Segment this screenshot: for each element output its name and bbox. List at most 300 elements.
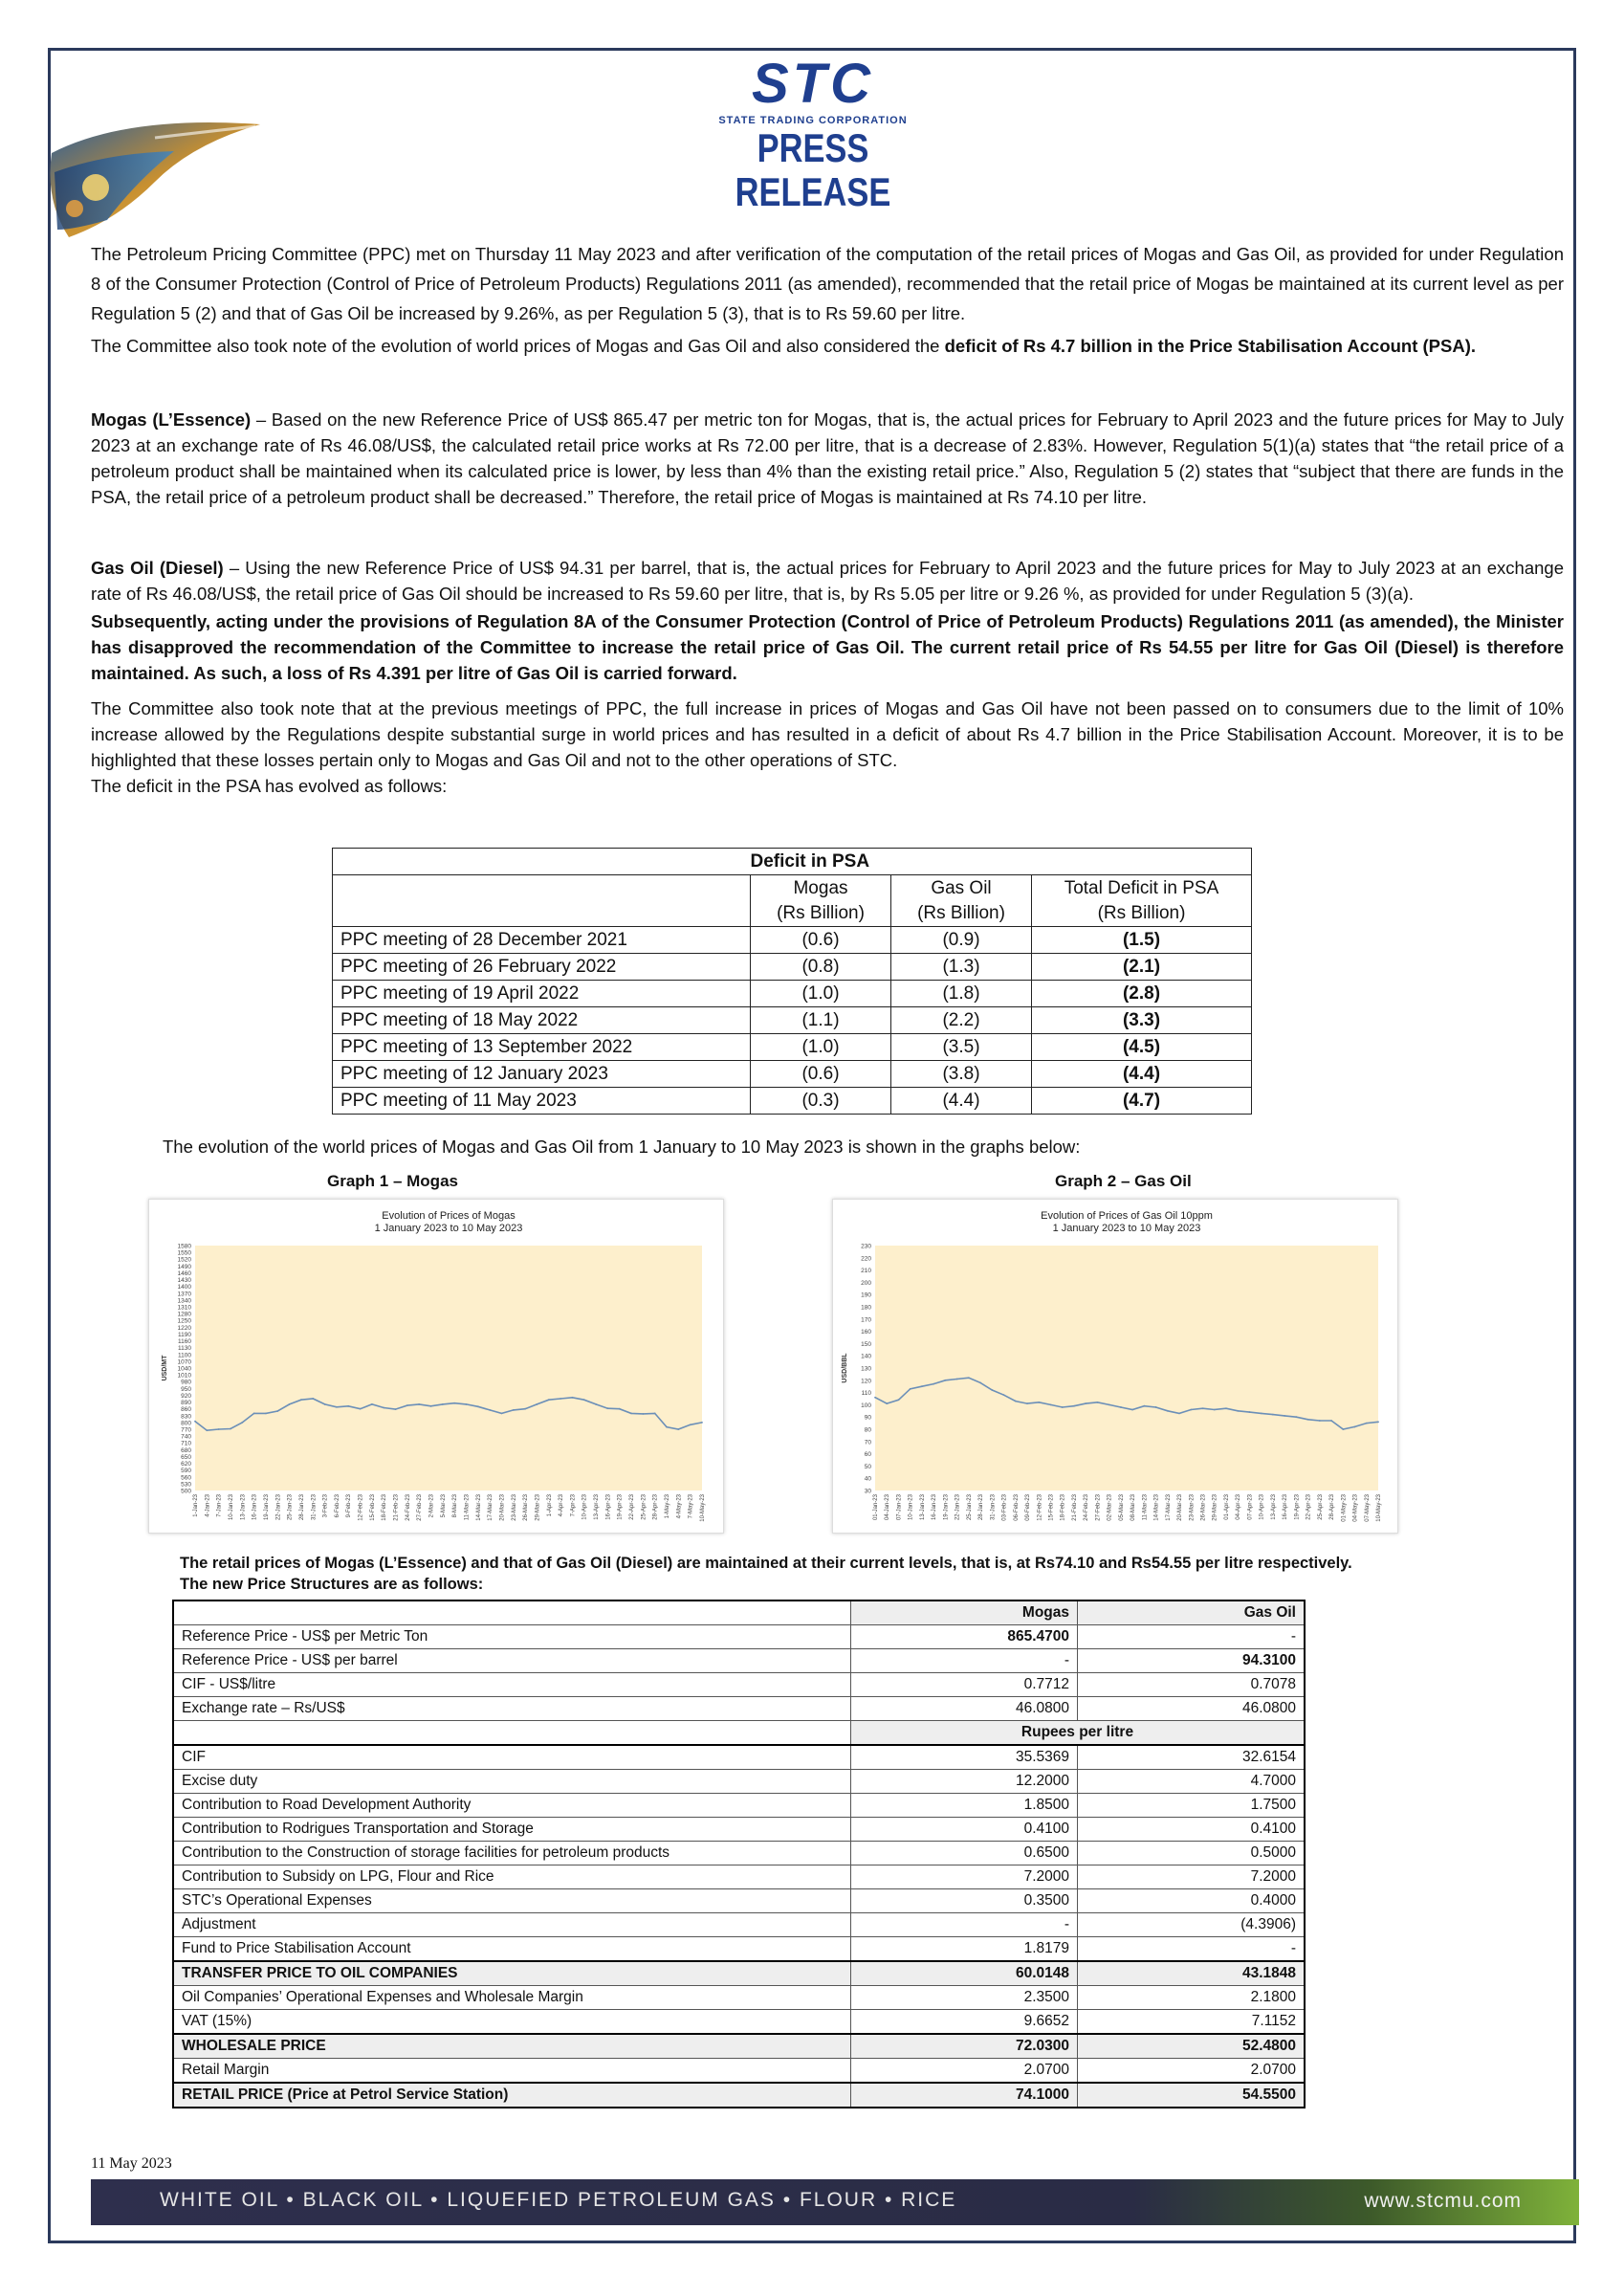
- price-header-mogas: Mogas: [851, 1601, 1078, 1625]
- x-tick-label: 08-Mar-23: [1130, 1494, 1137, 1521]
- x-tick-label: 16-Jan-23: [252, 1494, 258, 1521]
- y-tick-label: 210: [861, 1268, 871, 1275]
- psa-total-cell: (2.8): [1032, 981, 1252, 1007]
- data-point: [218, 1428, 220, 1430]
- psa-table-row: [333, 1088, 1252, 1115]
- y-tick-label: 590: [181, 1468, 191, 1475]
- psa-table-row: [333, 954, 1252, 981]
- x-tick-label: 21-Feb-23: [393, 1494, 400, 1521]
- y-tick-label: 160: [861, 1329, 871, 1336]
- data-point: [1097, 1402, 1099, 1403]
- x-tick-label: 04-Apr-23: [1236, 1494, 1242, 1520]
- price-structure-table: [172, 1600, 1306, 2108]
- y-tick-label: 1190: [178, 1331, 191, 1338]
- graphs-intro: The evolution of the world prices of Mogas and Gas Oil from 1 January to 10 May 2023 is shown in the graphs below:: [163, 1137, 1081, 1157]
- x-tick-label: 22-Jan-23: [955, 1494, 961, 1521]
- data-point: [956, 1379, 958, 1380]
- data-point: [430, 1405, 432, 1407]
- data-point: [898, 1399, 900, 1401]
- brand-header: [669, 55, 956, 214]
- graph2-label: Graph 2 – Gas Oil: [1055, 1172, 1192, 1190]
- psa-header-total-name: Total Deficit in PSA: [1064, 877, 1219, 898]
- data-point: [513, 1409, 515, 1411]
- data-point: [453, 1402, 455, 1404]
- price-header-blank: [173, 1601, 851, 1625]
- mogas-paragraph: [91, 407, 1564, 510]
- price-row: [173, 1961, 1305, 1986]
- data-point: [1366, 1423, 1368, 1424]
- data-point: [1073, 1405, 1075, 1407]
- minister-paragraph: Subsequently, acting under the provisions of Regulation 8A of the Consumer Protection (Control of Price of Petroleum Products) Regulations 2011 (as amended), the Minister has disapproved the recommendation of the Committee to increase the retail price of Gas Oil. The current retail price of Rs 54.55 per litre for Gas Oil (Diesel) is therefore maintained. As such, a loss of Rs 4.391 per litre of Gas Oil is carried forward.: [91, 611, 1564, 683]
- price-header-gasoil: Gas Oil: [1078, 1601, 1306, 1625]
- price-label-cell: Excise duty: [173, 1770, 851, 1794]
- x-tick-label: 10-May-23: [1376, 1494, 1382, 1522]
- x-tick-label: 10-Apr-23: [582, 1494, 588, 1520]
- data-point: [1307, 1419, 1309, 1421]
- chart-subtitle: 1 January 2023 to 10 May 2023: [1052, 1223, 1201, 1234]
- x-tick-label: 22-Apr-23: [1306, 1494, 1312, 1520]
- data-point: [265, 1413, 267, 1415]
- price-label-cell: Adjustment: [173, 1913, 851, 1937]
- x-tick-label: 5-Mar-23: [440, 1494, 447, 1518]
- x-tick-label: 16-Jan-23: [932, 1494, 938, 1521]
- press-release-title: PRESS RELEASE: [735, 125, 891, 214]
- data-point: [560, 1398, 561, 1400]
- x-tick-label: 25-Apr-23: [641, 1494, 647, 1520]
- x-tick-label: 18-Feb-23: [382, 1494, 388, 1521]
- committee-paragraph: The Committee also took note that at the previous meetings of PPC, the full increase in prices of Mogas and Gas Oil have not been passed on to consumers due to the limit of 10% increase allowed by the Regulations despite substantial surge in world prices and has resulted in a deficit of about Rs 4.7 billion in the Price Stabilisation Account. Moreover, it is to be highlighted that these losses pertain only to Mogas and Gas Oil and not to the other operations of STC.: [91, 698, 1564, 770]
- price-mogas-cell: -: [851, 1913, 1078, 1937]
- y-tick-label: 800: [181, 1420, 191, 1427]
- data-point: [583, 1399, 585, 1401]
- fuel-drop-logo-icon: [50, 115, 270, 239]
- price-label-cell: VAT (15%): [173, 2010, 851, 2035]
- price-mogas-cell: 12.2000: [851, 1770, 1078, 1794]
- y-tick-label: 980: [181, 1379, 191, 1386]
- price-gasoil-cell: 94.3100: [1078, 1649, 1306, 1673]
- data-point: [979, 1381, 981, 1383]
- x-tick-label: 31-Jan-23: [990, 1494, 997, 1521]
- data-point: [1272, 1414, 1274, 1416]
- data-point: [1237, 1410, 1239, 1412]
- price-gasoil-cell: 43.1848: [1078, 1961, 1306, 1986]
- x-tick-label: 05-Mar-23: [1118, 1494, 1125, 1521]
- price-row: [173, 1625, 1305, 1649]
- x-tick-label: 12-Feb-23: [1037, 1494, 1043, 1521]
- y-tick-label: 220: [861, 1255, 871, 1263]
- price-row: [173, 2010, 1305, 2035]
- data-point: [630, 1413, 632, 1415]
- price-label-cell: Contribution to Rodrigues Transportation and Storage: [173, 1818, 851, 1842]
- psa-total-cell: (3.3): [1032, 1007, 1252, 1034]
- price-gasoil-cell: 2.1800: [1078, 1986, 1306, 2010]
- x-tick-label: 24-Feb-23: [1084, 1494, 1090, 1521]
- footer-banner: [91, 2179, 1579, 2225]
- price-label-cell: CIF: [173, 1745, 851, 1770]
- x-tick-label: 7-Apr-23: [570, 1494, 577, 1517]
- y-tick-label: 120: [861, 1378, 871, 1385]
- y-tick-label: 620: [181, 1461, 191, 1468]
- price-mogas-cell: 74.1000: [851, 2083, 1078, 2108]
- y-tick-label: 150: [861, 1340, 871, 1348]
- price-label-cell: STC’s Operational Expenses: [173, 1889, 851, 1913]
- psa-meeting-cell: PPC meeting of 19 April 2022: [333, 981, 751, 1007]
- psa-mogas-cell: (0.6): [751, 927, 891, 954]
- price-structure-body: [173, 1601, 1305, 2108]
- data-point: [1038, 1402, 1040, 1403]
- psa-meeting-cell: PPC meeting of 28 December 2021: [333, 927, 751, 954]
- x-tick-label: 12-Feb-23: [358, 1494, 364, 1521]
- x-tick-label: 29-Mar-23: [1212, 1494, 1218, 1521]
- x-tick-label: 28-Apr-23: [1329, 1494, 1336, 1520]
- x-tick-label: 14-Mar-23: [475, 1494, 482, 1521]
- psa-gasoil-cell: (2.2): [891, 1007, 1032, 1034]
- price-row: [173, 1745, 1305, 1770]
- x-tick-label: 14-Mar-23: [1153, 1494, 1160, 1521]
- data-point: [395, 1408, 397, 1410]
- data-point: [1050, 1404, 1052, 1406]
- data-point: [1295, 1416, 1297, 1418]
- x-tick-label: 1-May-23: [665, 1494, 671, 1519]
- chart-title: Evolution of Prices of Mogas: [382, 1210, 516, 1222]
- psa-mogas-cell: (0.3): [751, 1088, 891, 1115]
- intro-section: [91, 239, 1564, 360]
- price-gasoil-cell: 54.5500: [1078, 2083, 1306, 2108]
- data-point: [1377, 1421, 1379, 1423]
- y-tick-label: 1010: [177, 1372, 191, 1380]
- price-label-cell: TRANSFER PRICE TO OIL COMPANIES: [173, 1961, 851, 1986]
- psa-table-row: [333, 1007, 1252, 1034]
- price-row: [173, 2034, 1305, 2059]
- y-tick-label: 1490: [177, 1263, 191, 1270]
- chart-title: Evolution of Prices of Gas Oil 10ppm: [1041, 1210, 1213, 1222]
- data-point: [1026, 1402, 1028, 1404]
- psa-gasoil-cell: (1.3): [891, 954, 1032, 981]
- psa-header-total: [1032, 875, 1252, 927]
- data-point: [1143, 1405, 1145, 1407]
- price-label-cell: Retail Margin: [173, 2059, 851, 2084]
- data-point: [253, 1413, 255, 1415]
- data-point: [276, 1410, 278, 1412]
- price-gasoil-cell: 4.7000: [1078, 1770, 1306, 1794]
- data-point: [1342, 1428, 1344, 1430]
- corporation-name: STATE TRADING CORPORATION: [718, 115, 908, 126]
- price-label-cell: Fund to Price Stabilisation Account: [173, 1937, 851, 1962]
- price-mogas-cell: 46.0800: [851, 1697, 1078, 1721]
- y-tick-label: 50: [864, 1463, 871, 1470]
- x-tick-label: 19-Jan-23: [943, 1494, 950, 1521]
- data-point: [1214, 1409, 1216, 1411]
- price-label-cell: Exchange rate – Rs/US$: [173, 1697, 851, 1721]
- x-tick-label: 2-Mar-23: [428, 1494, 435, 1518]
- data-point: [1261, 1412, 1262, 1414]
- x-tick-label: 13-Apr-23: [594, 1494, 601, 1520]
- price-row: [173, 1649, 1305, 1673]
- price-row: [173, 2059, 1305, 2084]
- psa-title-blank: [333, 849, 751, 875]
- x-tick-label: 06-Feb-23: [1013, 1494, 1020, 1521]
- x-tick-label: 17-Mar-23: [1165, 1494, 1172, 1521]
- x-tick-label: 10-Jan-23: [908, 1494, 914, 1521]
- price-structure-heading-2: The new Price Structures are as follows:: [180, 1576, 484, 1593]
- data-point: [968, 1377, 970, 1379]
- y-tick-label: 60: [864, 1451, 871, 1459]
- data-point: [524, 1408, 526, 1410]
- x-tick-label: 19-Jan-23: [263, 1494, 270, 1521]
- x-tick-label: 18-Feb-23: [1060, 1494, 1066, 1521]
- y-axis-label: USD/BBL: [842, 1353, 848, 1383]
- psa-gasoil-cell: (3.5): [891, 1034, 1032, 1061]
- y-tick-label: 1550: [177, 1249, 191, 1257]
- x-tick-label: 7-May-23: [688, 1494, 694, 1519]
- data-point: [1330, 1420, 1332, 1422]
- price-row: [173, 1818, 1305, 1842]
- data-point: [347, 1405, 349, 1407]
- data-point: [194, 1421, 196, 1423]
- y-tick-label: 200: [861, 1279, 871, 1287]
- price-label-cell: Contribution to Road Development Authority: [173, 1794, 851, 1818]
- x-tick-label: 6-Feb-23: [334, 1494, 340, 1518]
- price-row: [173, 1721, 1305, 1746]
- data-point: [1108, 1404, 1110, 1406]
- psa-header-blank: [333, 875, 751, 927]
- y-tick-label: 1040: [177, 1365, 191, 1373]
- price-mogas-cell: 0.3500: [851, 1889, 1078, 1913]
- price-mogas-cell: 0.4100: [851, 1818, 1078, 1842]
- intro-p2-text: The Committee also took note of the evolution of world prices of Mogas and Gas Oil and also considered the: [91, 336, 945, 356]
- price-gasoil-cell: 52.4800: [1078, 2034, 1306, 2059]
- data-point: [501, 1413, 503, 1415]
- gasoil-price-chart: [832, 1199, 1398, 1534]
- x-tick-label: 10-Apr-23: [1259, 1494, 1265, 1520]
- price-mogas-cell: 60.0148: [851, 1961, 1078, 1986]
- data-point: [289, 1403, 291, 1405]
- psa-table-row: [333, 1034, 1252, 1061]
- y-tick-label: 1220: [177, 1324, 191, 1332]
- data-point: [1131, 1409, 1133, 1411]
- footer-website: www.stcmu.com: [1364, 2190, 1522, 2212]
- data-point: [1225, 1407, 1227, 1409]
- x-tick-label: 15-Feb-23: [1048, 1494, 1055, 1521]
- price-label-cell: Reference Price - US$ per barrel: [173, 1649, 851, 1673]
- mogas-section: [91, 407, 1564, 510]
- data-point: [572, 1397, 574, 1399]
- y-tick-label: 830: [181, 1413, 191, 1421]
- price-mogas-cell: 0.7712: [851, 1673, 1078, 1697]
- data-point: [1155, 1406, 1157, 1408]
- gasoil-label: Gas Oil (Diesel): [91, 558, 224, 578]
- data-point: [230, 1428, 231, 1430]
- price-structure-heading: [180, 1553, 1352, 1595]
- x-tick-label: 4-Apr-23: [559, 1494, 565, 1517]
- y-tick-label: 740: [181, 1433, 191, 1441]
- psa-header-total-unit: (Rs Billion): [1097, 902, 1186, 923]
- psa-meeting-cell: PPC meeting of 26 February 2022: [333, 954, 751, 981]
- x-tick-label: 31-Jan-23: [311, 1494, 318, 1521]
- price-label-cell: CIF - US$/litre: [173, 1673, 851, 1697]
- y-tick-label: 1310: [177, 1304, 191, 1312]
- y-tick-label: 100: [861, 1402, 871, 1409]
- price-row: [173, 2083, 1305, 2108]
- data-point: [537, 1403, 538, 1405]
- y-tick-label: 1370: [177, 1291, 191, 1298]
- psa-meeting-cell: PPC meeting of 12 January 2023: [333, 1061, 751, 1088]
- price-mogas-cell: 7.2000: [851, 1866, 1078, 1889]
- y-tick-label: 40: [864, 1475, 871, 1483]
- y-tick-label: 1520: [177, 1256, 191, 1264]
- y-tick-label: 1580: [177, 1243, 191, 1250]
- y-tick-label: 1280: [177, 1311, 191, 1318]
- y-tick-label: 1340: [177, 1297, 191, 1305]
- x-tick-label: 02-Mar-23: [1107, 1494, 1113, 1521]
- price-label-cell: Contribution to Subsidy on LPG, Flour and Rice: [173, 1866, 851, 1889]
- price-row: [173, 1697, 1305, 1721]
- y-tick-label: 1100: [178, 1352, 191, 1359]
- price-gasoil-cell: 0.4100: [1078, 1818, 1306, 1842]
- data-point: [886, 1402, 888, 1404]
- x-tick-label: 28-Jan-23: [298, 1494, 305, 1521]
- data-point: [944, 1380, 946, 1381]
- y-tick-label: 530: [181, 1481, 191, 1489]
- price-row: [173, 1842, 1305, 1866]
- x-tick-label: 4-Jan-23: [205, 1494, 211, 1517]
- psa-mogas-cell: (0.6): [751, 1061, 891, 1088]
- psa-mogas-cell: (1.0): [751, 981, 891, 1007]
- psa-header-gasoil-name: Gas Oil: [931, 877, 992, 898]
- x-tick-label: 25-Jan-23: [966, 1494, 973, 1521]
- x-tick-label: 11-Mar-23: [1142, 1494, 1149, 1521]
- x-tick-label: 17-Mar-23: [488, 1494, 494, 1521]
- price-gasoil-cell: -: [1078, 1937, 1306, 1962]
- release-date: 11 May 2023: [91, 2155, 172, 2172]
- price-gasoil-cell: -: [1078, 1625, 1306, 1649]
- x-tick-label: 04-Jan-23: [885, 1494, 891, 1521]
- price-gasoil-cell: 0.5000: [1078, 1842, 1306, 1866]
- y-tick-label: 920: [181, 1392, 191, 1400]
- y-tick-label: 500: [181, 1488, 191, 1495]
- chart-subtitle: 1 January 2023 to 10 May 2023: [374, 1223, 523, 1234]
- data-point: [595, 1403, 597, 1405]
- data-point: [1190, 1409, 1192, 1411]
- x-tick-label: 19-Apr-23: [617, 1494, 624, 1520]
- x-tick-label: 10-May-23: [700, 1494, 706, 1522]
- x-tick-label: 4-May-23: [676, 1494, 683, 1519]
- data-point: [1015, 1401, 1017, 1402]
- data-point: [1319, 1420, 1321, 1422]
- data-point: [921, 1385, 923, 1387]
- psa-meeting-cell: PPC meeting of 18 May 2022: [333, 1007, 751, 1034]
- psa-table-title: Deficit in PSA: [751, 849, 1252, 875]
- x-tick-label: 09-Feb-23: [1025, 1494, 1032, 1521]
- psa-header-mogas: [751, 875, 891, 927]
- data-point: [418, 1403, 420, 1405]
- psa-gasoil-cell: (1.8): [891, 981, 1032, 1007]
- y-tick-label: 140: [861, 1353, 871, 1360]
- price-row: [173, 1673, 1305, 1697]
- data-point: [1003, 1394, 1005, 1396]
- x-tick-label: 29-Mar-23: [535, 1494, 541, 1521]
- y-tick-label: 130: [861, 1365, 871, 1373]
- gasoil-paragraph: [91, 555, 1564, 607]
- x-tick-label: 20-Mar-23: [1177, 1494, 1184, 1521]
- price-mogas-cell: 0.6500: [851, 1842, 1078, 1866]
- price-mogas-cell: 72.0300: [851, 2034, 1078, 2059]
- price-label-cell: RETAIL PRICE (Price at Petrol Service Station): [173, 2083, 851, 2108]
- y-tick-label: 70: [864, 1439, 871, 1446]
- x-tick-label: 28-Jan-23: [978, 1494, 985, 1521]
- y-tick-label: 190: [861, 1292, 871, 1299]
- intro-p2-bold: deficit of Rs 4.7 billion in the Price Stabilisation Account (PSA).: [944, 336, 1477, 356]
- price-gasoil-cell: (4.3906): [1078, 1913, 1306, 1937]
- price-mogas-cell: 2.0700: [851, 2059, 1078, 2084]
- data-point: [1202, 1407, 1204, 1409]
- psa-total-cell: (4.4): [1032, 1061, 1252, 1088]
- x-tick-label: 01-Jan-23: [873, 1494, 879, 1521]
- deficit-intro: The deficit in the PSA has evolved as follows:: [91, 776, 448, 796]
- psa-mogas-cell: (1.0): [751, 1034, 891, 1061]
- psa-total-cell: (1.5): [1032, 927, 1252, 954]
- y-tick-label: 170: [861, 1316, 871, 1324]
- psa-gasoil-cell: (0.9): [891, 927, 1032, 954]
- y-tick-label: 180: [861, 1304, 871, 1312]
- price-row: [173, 1866, 1305, 1889]
- data-point: [1167, 1410, 1169, 1412]
- intro-paragraph-2: [91, 332, 1564, 360]
- psa-title-row: [333, 849, 1252, 875]
- x-tick-label: 11-Mar-23: [464, 1494, 471, 1521]
- x-tick-label: 07-May-23: [1364, 1494, 1371, 1522]
- x-tick-label: 16-Apr-23: [605, 1494, 612, 1520]
- data-point: [910, 1388, 911, 1390]
- gasoil-text: – Using the new Reference Price of US$ 94.31 per barrel, that is, the actual prices for February to April 2023 and the future prices for May to July 2023 at an exchange rate of Rs 46.08/US$, the retail price of Gas Oil should be increased to Rs 59.60 per litre, that is, by Rs 5.05 per litre or 9.26 %, as provided for under Regulation 5 (3)(a).: [91, 558, 1564, 604]
- x-tick-label: 9-Feb-23: [346, 1494, 353, 1518]
- price-row: [173, 1794, 1305, 1818]
- data-point: [690, 1424, 691, 1425]
- psa-table-row: [333, 927, 1252, 954]
- plot-area: [195, 1246, 702, 1490]
- x-tick-label: 15-Feb-23: [369, 1494, 376, 1521]
- price-gasoil-cell: 1.7500: [1078, 1794, 1306, 1818]
- y-tick-label: 890: [181, 1400, 191, 1407]
- x-tick-label: 25-Apr-23: [1317, 1494, 1324, 1520]
- footer-products: WHITE OIL • BLACK OIL • LIQUEFIED PETROLEUM GAS • FLOUR • RICE: [160, 2189, 957, 2211]
- psa-total-cell: (2.1): [1032, 954, 1252, 981]
- price-gasoil-cell: 7.2000: [1078, 1866, 1306, 1889]
- price-label-cell: Reference Price - US$ per Metric Ton: [173, 1625, 851, 1649]
- y-tick-label: 860: [181, 1406, 191, 1414]
- data-point: [477, 1405, 479, 1407]
- gasoil-section: [91, 555, 1564, 799]
- x-tick-label: 16-Apr-23: [1283, 1494, 1289, 1520]
- psa-header-mogas-name: Mogas: [793, 877, 848, 898]
- y-tick-label: 950: [181, 1385, 191, 1393]
- price-row: [173, 1889, 1305, 1913]
- y-tick-label: 110: [861, 1390, 871, 1398]
- price-row: [173, 1986, 1305, 2010]
- data-point: [654, 1413, 656, 1415]
- price-label-cell: Contribution to the Construction of storage facilities for petroleum products: [173, 1842, 851, 1866]
- data-point: [466, 1403, 468, 1405]
- mogas-price-chart: [148, 1199, 724, 1534]
- x-tick-label: 26-Mar-23: [523, 1494, 530, 1521]
- y-tick-label: 90: [864, 1414, 871, 1422]
- psa-table-body: [333, 927, 1252, 1115]
- psa-header-gasoil: [891, 875, 1032, 927]
- psa-table-row: [333, 1061, 1252, 1088]
- price-mogas-cell: 1.8500: [851, 1794, 1078, 1818]
- psa-gasoil-cell: (4.4): [891, 1088, 1032, 1115]
- intro-paragraph-1: The Petroleum Pricing Committee (PPC) met on Thursday 11 May 2023 and after verification of the computation of the retail prices of Mogas and Gas Oil, as provided for under Regulation 8 of the Consumer Protection (Control of Price of Petroleum Products) Regulations 2011 (as amended), recommended that the retail price of Mogas be maintained at its current level as per Regulation 5 (2) and that of Gas Oil be increased by 9.26%, as per Regulation 5 (3), that is to Rs 59.60 per litre.: [91, 244, 1564, 323]
